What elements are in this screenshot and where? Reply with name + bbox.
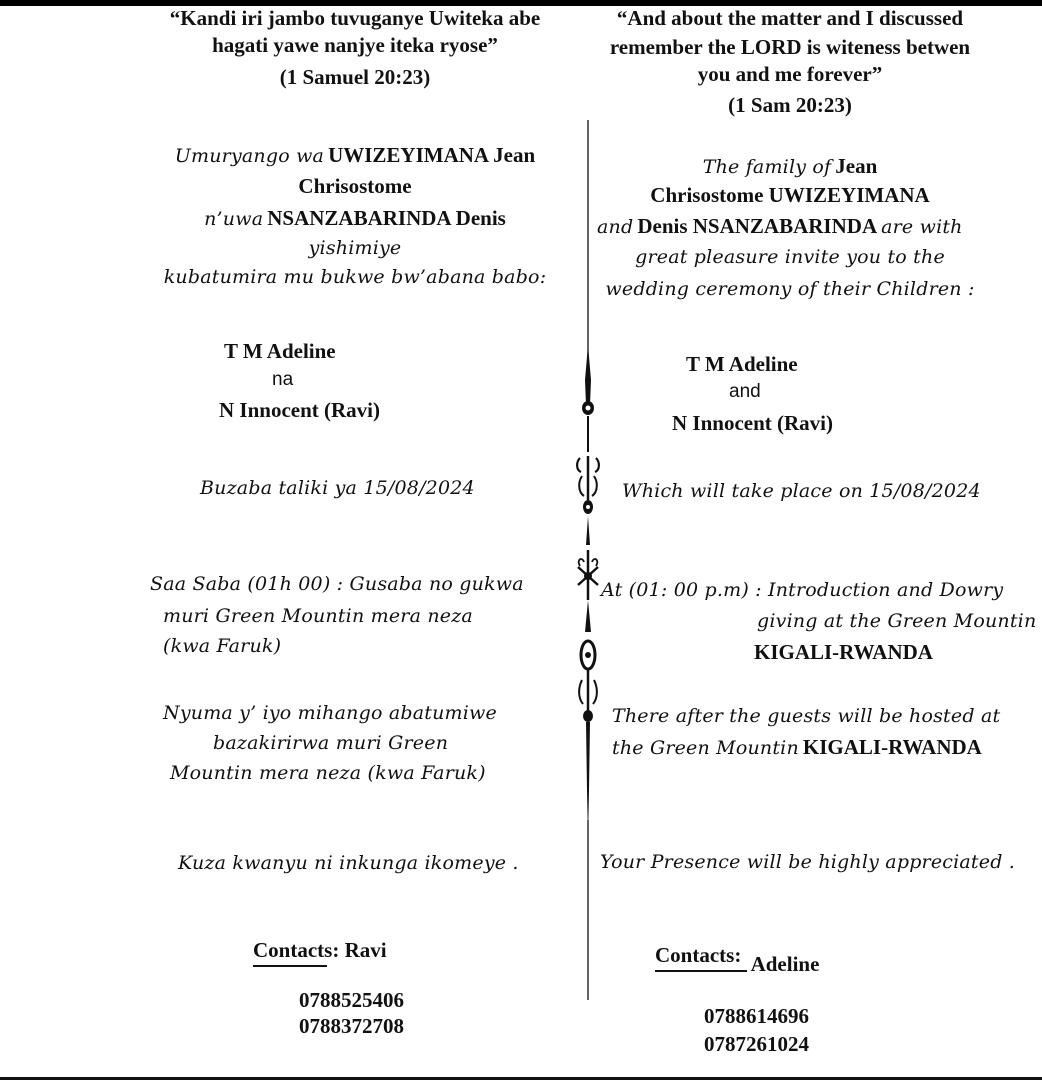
right-contacts-name: Adeline: [750, 952, 820, 976]
right-phone-1: 0788614696: [704, 1004, 809, 1028]
left-event2-line-1: Nyuma y’ iyo mihango abatumiwe: [163, 702, 497, 724]
left-family-connector: n’uwa: [204, 208, 264, 230]
right-closing-line: Your Presence will be highly appreciated .: [600, 851, 1016, 873]
right-quote-line-3: you and me forever”: [697, 62, 883, 86]
left-phone-1: 0788525406: [299, 988, 404, 1012]
right-family-tail: are with: [881, 216, 963, 238]
right-connector-and: and: [729, 381, 761, 402]
left-contacts-label: Contacts: [253, 938, 333, 962]
left-contacts-name: : Ravi: [332, 938, 387, 962]
left-event1-line-1: Saa Saba (01h 00) : Gusaba no gukwa: [150, 573, 524, 595]
left-phone-2: 0788372708: [299, 1014, 404, 1038]
divider-spike-top: [585, 345, 591, 405]
right-family-name-1: Jean: [835, 154, 878, 178]
left-event1-line-2: muri Green Mountin mera neza: [163, 605, 473, 627]
left-family-name-1: UWIZEYIMANA Jean: [328, 143, 536, 167]
divider-scroll-ornament-1: [577, 401, 599, 514]
right-event1-line-3: KIGALI-RWANDA: [754, 640, 933, 664]
right-phone-2: 0787261024: [704, 1032, 809, 1056]
right-family-line-3: [597, 214, 963, 239]
left-family-prefix: Umuryango wa: [174, 145, 325, 167]
left-connector-na: na: [272, 369, 294, 390]
left-quote-line-1: “Kandi iri jambo tuvuganye Uwiteka abe: [169, 6, 541, 30]
right-family-line-2: Chrisostome UWIZEYIMANA: [650, 183, 930, 207]
right-family-prefix: The family of: [702, 156, 832, 178]
left-family-line-2: Chrisostome: [298, 174, 412, 198]
right-contacts-row: [655, 943, 820, 976]
left-family-line-3: [100, 206, 610, 231]
left-date-line: Buzaba taliki ya 15/08/2024: [200, 477, 475, 499]
right-event1-line-1: At (01: 00 p.m) : Introduction and Dowry: [601, 579, 1004, 601]
divider-cross-ornament: [578, 550, 598, 600]
left-event2-line-2: bazakirirwa muri Green: [213, 732, 449, 754]
right-family-line-4: great pleasure invite you to the: [635, 246, 945, 268]
left-quote-reference: (1 Samuel 20:23): [279, 65, 431, 89]
left-family-line-4: yishimiye: [308, 237, 402, 259]
right-family-line-5: wedding ceremony of their Children :: [605, 278, 975, 300]
divider-spike-mid-1: [586, 516, 590, 545]
left-family-line-5: kubatumira mu bukwe bw’abana babo:: [163, 266, 547, 288]
right-event1-line-2: giving at the Green Mountin: [757, 610, 1037, 632]
left-contacts-underline: [253, 965, 327, 967]
right-family-name-2: Denis NSANZABARINDA: [637, 214, 878, 238]
left-contacts-row: [253, 938, 387, 963]
right-contacts-label: Contacts:: [655, 943, 742, 967]
right-contacts-underline: [655, 970, 747, 972]
right-quote-line-1: “And about the matter and I discussed: [616, 6, 964, 30]
left-event1-line-3: (kwa Faruk): [163, 635, 282, 657]
right-family-connector: and: [597, 216, 634, 238]
right-quote-line-2: remember the LORD is witeness betwen: [609, 35, 971, 59]
right-bride-name: T M Adeline: [686, 352, 798, 376]
right-event2-line-2: [612, 735, 982, 760]
divider-scroll-ornament-2: [579, 641, 597, 722]
right-family-line-1: [585, 154, 995, 179]
left-bride-name: T M Adeline: [224, 339, 336, 363]
right-event2-venue: the Green Mountin: [612, 737, 799, 759]
right-date-line: Which will take place on 15/08/2024: [622, 480, 981, 502]
right-groom-name: N Innocent (Ravi): [672, 411, 833, 435]
left-event2-line-3: Mountin mera neza (kwa Faruk): [170, 762, 486, 784]
left-family-name-2: NSANZABARINDA Denis: [267, 206, 506, 230]
divider-spike-mid-2: [585, 600, 591, 632]
left-quote-line-2: hagati yawe nanjye iteka ryose”: [212, 33, 498, 57]
left-closing-line: Kuza kwanyu ni inkunga ikomeye .: [178, 852, 519, 874]
left-groom-name: N Innocent (Ravi): [219, 398, 380, 422]
right-event2-line-1: There after the guests will be hosted at: [612, 705, 1001, 727]
right-quote-reference: (1 Sam 20:23): [728, 93, 852, 117]
left-family-line-1: [100, 143, 610, 168]
right-event2-city: KIGALI-RWANDA: [802, 735, 982, 759]
